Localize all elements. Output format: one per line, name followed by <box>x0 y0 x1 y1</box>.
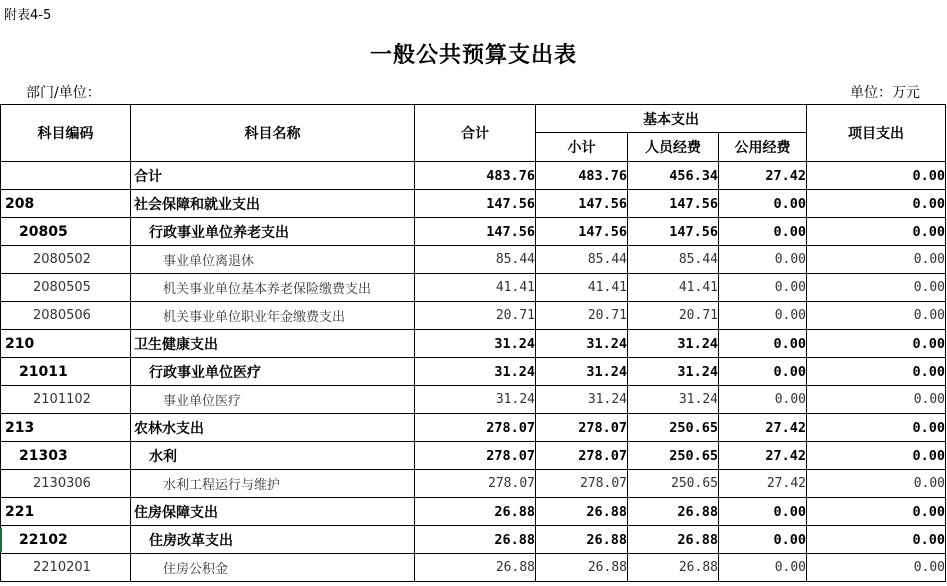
cell-project[interactable]: 0.00 <box>807 330 946 358</box>
cell-code[interactable]: 2080502 <box>1 246 131 274</box>
cell-personnel[interactable]: 41.41 <box>628 274 719 302</box>
cell-personnel[interactable]: 31.24 <box>628 330 719 358</box>
table-row <box>1 470 946 498</box>
cell-name[interactable]: 住房改革支出 <box>131 526 415 554</box>
cell-total[interactable]: 26.88 <box>415 498 536 526</box>
cell-subtotal[interactable]: 147.56 <box>536 218 628 246</box>
cell-project[interactable]: 0.00 <box>807 246 946 274</box>
table-row <box>1 358 946 386</box>
cell-public[interactable]: 0.00 <box>719 358 807 386</box>
table-row <box>1 386 946 414</box>
cell-project[interactable]: 0.00 <box>807 274 946 302</box>
cell-project[interactable]: 0.00 <box>807 190 946 218</box>
header-public[interactable]: 公用经费 <box>719 133 807 162</box>
header-project[interactable]: 项目支出 <box>807 105 946 162</box>
page-title: 一般公共预算支出表 <box>369 42 577 68</box>
cell-name[interactable]: 住房保障支出 <box>131 498 415 526</box>
cell-project[interactable]: 0.00 <box>807 386 946 414</box>
cell-name[interactable]: 行政事业单位养老支出 <box>131 218 415 246</box>
cell-subtotal[interactable]: 20.71 <box>536 302 628 330</box>
cell-total[interactable]: 278.07 <box>415 442 536 470</box>
cell-name[interactable]: 行政事业单位医疗 <box>131 358 415 386</box>
cell-personnel[interactable]: 250.65 <box>628 470 719 498</box>
cell-code[interactable]: 21011 <box>1 358 131 386</box>
header-personnel[interactable]: 人员经费 <box>628 133 719 162</box>
header-subtotal[interactable]: 小计 <box>536 133 628 162</box>
cell-total[interactable]: 278.07 <box>415 414 536 442</box>
cell-code[interactable]: 210 <box>1 330 131 358</box>
cell-total[interactable]: 31.24 <box>415 386 536 414</box>
cell-project[interactable]: 0.00 <box>807 498 946 526</box>
cell-subtotal[interactable]: 278.07 <box>536 442 628 470</box>
cell-personnel[interactable]: 147.56 <box>628 190 719 218</box>
cell-code[interactable]: 22102 <box>1 526 131 554</box>
cell-name[interactable]: 农林水支出 <box>131 414 415 442</box>
budget-table <box>0 104 946 582</box>
header-name[interactable]: 科目名称 <box>131 105 415 162</box>
cell-total[interactable]: 85.44 <box>415 246 536 274</box>
cell-name[interactable]: 事业单位医疗 <box>131 386 415 414</box>
cell-name[interactable]: 机关事业单位职业年金缴费支出 <box>131 302 415 330</box>
cell-code[interactable]: 20805 <box>1 218 131 246</box>
cell-personnel[interactable]: 147.56 <box>628 218 719 246</box>
cell-total[interactable]: 20.71 <box>415 302 536 330</box>
cell-total[interactable]: 26.88 <box>415 526 536 554</box>
cell-subtotal[interactable]: 31.24 <box>536 386 628 414</box>
cell-public[interactable]: 0.00 <box>719 218 807 246</box>
cell-personnel[interactable]: 85.44 <box>628 246 719 274</box>
cell-subtotal[interactable]: 26.88 <box>536 498 628 526</box>
cell-code[interactable]: 213 <box>1 414 131 442</box>
cell-public[interactable]: 0.00 <box>719 498 807 526</box>
cell-public[interactable]: 0.00 <box>719 386 807 414</box>
table-row <box>1 498 946 526</box>
table-row <box>1 218 946 246</box>
cell-name[interactable]: 住房公积金 <box>131 554 415 582</box>
table-row <box>1 414 946 442</box>
cell-public[interactable]: 27.42 <box>719 414 807 442</box>
cell-subtotal[interactable]: 483.76 <box>536 162 628 190</box>
cell-code[interactable]: 2101102 <box>1 386 131 414</box>
cell-personnel[interactable]: 26.88 <box>628 554 719 582</box>
cell-personnel[interactable]: 26.88 <box>628 526 719 554</box>
cell-name[interactable]: 社会保障和就业支出 <box>131 190 415 218</box>
cell-total[interactable]: 147.56 <box>415 190 536 218</box>
cell-public[interactable]: 27.42 <box>719 442 807 470</box>
cell-public[interactable]: 0.00 <box>719 302 807 330</box>
cell-code[interactable]: 221 <box>1 498 131 526</box>
cell-public[interactable]: 0.00 <box>719 554 807 582</box>
cell-total[interactable]: 278.07 <box>415 470 536 498</box>
cell-subtotal[interactable]: 31.24 <box>536 358 628 386</box>
cell-code[interactable]: 2080505 <box>1 274 131 302</box>
cell-personnel[interactable]: 250.65 <box>628 414 719 442</box>
cell-project[interactable]: 0.00 <box>807 358 946 386</box>
cell-code[interactable] <box>1 162 131 190</box>
table-row <box>1 246 946 274</box>
cell-subtotal[interactable]: 41.41 <box>536 274 628 302</box>
header-total[interactable]: 合计 <box>415 105 536 162</box>
cell-project[interactable]: 0.00 <box>807 302 946 330</box>
cell-code[interactable]: 2130306 <box>1 470 131 498</box>
cell-code[interactable]: 21303 <box>1 442 131 470</box>
cell-code[interactable]: 208 <box>1 190 131 218</box>
cell-total[interactable]: 26.88 <box>415 554 536 582</box>
cell-name[interactable]: 事业单位离退休 <box>131 246 415 274</box>
cell-name[interactable]: 机关事业单位基本养老保险缴费支出 <box>131 274 415 302</box>
table-row <box>1 330 946 358</box>
cell-project[interactable]: 0.00 <box>807 442 946 470</box>
cell-name[interactable]: 水利 <box>131 442 415 470</box>
cell-project[interactable]: 0.00 <box>807 414 946 442</box>
table-row-total <box>1 162 946 190</box>
cell-code[interactable]: 2210201 <box>1 554 131 582</box>
cell-personnel[interactable]: 31.24 <box>628 386 719 414</box>
cell-subtotal[interactable]: 85.44 <box>536 246 628 274</box>
cell-project[interactable]: 0.00 <box>807 526 946 554</box>
cell-name[interactable]: 合计 <box>131 162 415 190</box>
cell-personnel[interactable]: 250.65 <box>628 442 719 470</box>
table-row <box>1 274 946 302</box>
cell-subtotal[interactable]: 278.07 <box>536 470 628 498</box>
unit-label: 单位：万元 <box>850 85 920 101</box>
cell-public[interactable]: 0.00 <box>719 526 807 554</box>
header-code[interactable]: 科目编码 <box>1 105 131 162</box>
cell-code[interactable]: 2080506 <box>1 302 131 330</box>
cell-total[interactable]: 41.41 <box>415 274 536 302</box>
cell-name[interactable]: 卫生健康支出 <box>131 330 415 358</box>
cell-subtotal[interactable]: 147.56 <box>536 190 628 218</box>
cell-public[interactable]: 27.42 <box>719 162 807 190</box>
cell-project[interactable]: 0.00 <box>807 218 946 246</box>
cell-project[interactable]: 0.00 <box>807 162 946 190</box>
table-row <box>1 442 946 470</box>
department-label: 部门/单位： <box>26 85 101 101</box>
table-row <box>1 526 946 554</box>
cell-total[interactable]: 483.76 <box>415 162 536 190</box>
cell-total[interactable]: 31.24 <box>415 358 536 386</box>
header-basic[interactable]: 基本支出 <box>536 105 807 133</box>
cell-public[interactable]: 0.00 <box>719 190 807 218</box>
table-row <box>1 190 946 218</box>
cell-subtotal[interactable]: 26.88 <box>536 554 628 582</box>
cell-subtotal[interactable]: 278.07 <box>536 414 628 442</box>
cell-personnel[interactable]: 26.88 <box>628 498 719 526</box>
cell-total[interactable]: 147.56 <box>415 218 536 246</box>
cell-subtotal[interactable]: 31.24 <box>536 330 628 358</box>
cell-public[interactable]: 0.00 <box>719 246 807 274</box>
cell-name[interactable]: 水利工程运行与维护 <box>131 470 415 498</box>
cell-personnel[interactable]: 456.34 <box>628 162 719 190</box>
cell-personnel[interactable]: 31.24 <box>628 358 719 386</box>
table-row <box>1 554 946 582</box>
cell-project[interactable]: 0.00 <box>807 554 946 582</box>
cell-public[interactable]: 0.00 <box>719 330 807 358</box>
file-number: 附表4-5 <box>4 8 52 23</box>
cell-public[interactable]: 27.42 <box>719 470 807 498</box>
cell-project[interactable]: 0.00 <box>807 470 946 498</box>
cell-personnel[interactable]: 20.71 <box>628 302 719 330</box>
cell-subtotal[interactable]: 26.88 <box>536 526 628 554</box>
cell-public[interactable]: 0.00 <box>719 274 807 302</box>
cell-total[interactable]: 31.24 <box>415 330 536 358</box>
table-row <box>1 302 946 330</box>
active-cell-marker <box>0 528 2 552</box>
